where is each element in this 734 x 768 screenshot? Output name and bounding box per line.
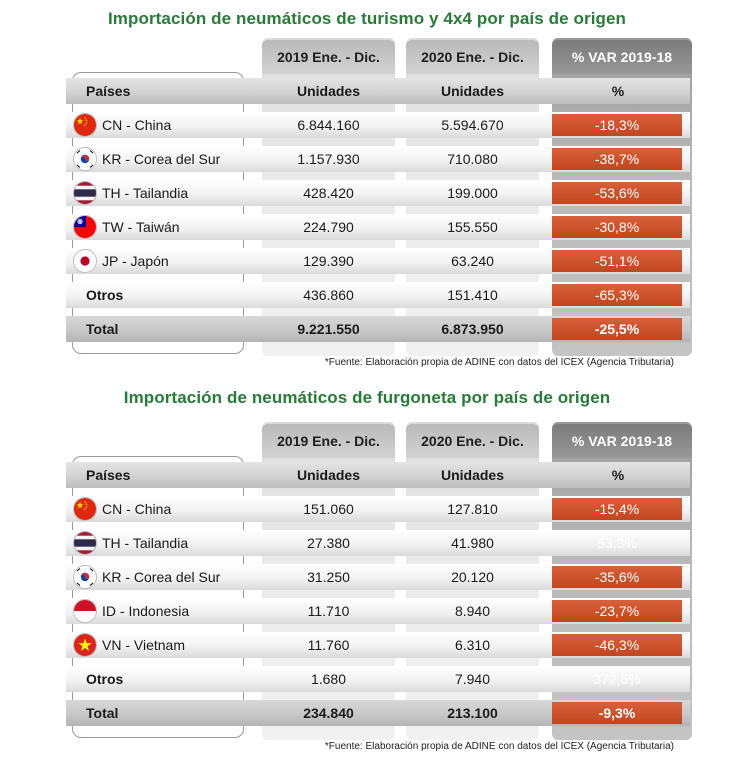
total-2020-value: 213.100 <box>447 705 498 721</box>
pct-cell <box>552 214 684 240</box>
header-var: % VAR 2019-18 <box>552 40 692 74</box>
total-pct-cell <box>552 700 684 726</box>
country-cell <box>74 214 246 240</box>
total-2019-value: 9.221.550 <box>297 321 360 337</box>
kr-flag-icon <box>74 148 96 170</box>
units-2020-value: 20.120 <box>451 569 494 585</box>
units-2020-value: 155.550 <box>447 219 498 235</box>
table-row <box>66 214 690 240</box>
units-2019-label: Unidades <box>296 467 360 483</box>
cn-flag-icon <box>74 498 96 520</box>
pct-value: -65,3% <box>552 284 682 306</box>
country-name: Otros <box>86 287 124 303</box>
units-2019-value: 1.680 <box>310 671 347 687</box>
country-name: KR - Corea del Sur <box>102 151 221 167</box>
pct-value: 53,3% <box>597 535 637 551</box>
total-2019-value: 234.840 <box>303 705 354 721</box>
total-label: Total <box>86 705 119 721</box>
pct-label: % <box>611 467 625 483</box>
header-var: % VAR 2019-18 <box>552 424 692 458</box>
pct-value: -30,8% <box>552 216 682 238</box>
units-2019-value: 11.760 <box>307 637 350 653</box>
table-row <box>66 112 690 138</box>
units-2019-value: 1.157.930 <box>297 151 360 167</box>
country-cell <box>74 112 246 138</box>
units-2019-value: 6.844.160 <box>297 117 360 133</box>
pct-cell <box>552 632 684 658</box>
units-2020-value: 127.810 <box>447 501 498 517</box>
countries-column-label: Países <box>86 83 131 99</box>
country-cell <box>74 564 246 590</box>
vn-flag-icon <box>74 634 96 656</box>
table-row <box>66 598 690 624</box>
country-name: TW - Taiwán <box>102 219 180 235</box>
countries-column-label: Países <box>86 467 131 483</box>
kr-flag-icon <box>74 566 96 588</box>
units-2020-value: 151.410 <box>447 287 498 303</box>
country-cell <box>74 282 246 308</box>
pct-label: % <box>611 83 625 99</box>
table-row <box>66 282 690 308</box>
units-2019-value: 436.860 <box>303 287 354 303</box>
units-2020-label: Unidades <box>440 83 504 99</box>
units-2019-value: 31.250 <box>307 569 350 585</box>
pct-cell <box>552 180 684 206</box>
tw-flag-icon <box>74 216 96 238</box>
header-2019: 2019 Ene. - Dic. <box>262 40 395 74</box>
pct-value: -23,7% <box>552 600 682 622</box>
units-2020-value: 7.940 <box>454 671 491 687</box>
units-2020-value: 710.080 <box>447 151 498 167</box>
units-2020-value: 199.000 <box>447 185 498 201</box>
country-cell <box>74 632 246 658</box>
th-flag-icon <box>74 532 96 554</box>
units-2020-value: 5.594.670 <box>441 117 504 133</box>
subheader-row <box>66 462 690 488</box>
units-2020-value: 6.310 <box>454 637 491 653</box>
pct-cell <box>552 564 684 590</box>
pct-cell <box>552 282 684 308</box>
country-name: JP - Japón <box>102 253 169 269</box>
units-2019-value: 151.060 <box>303 501 354 517</box>
table1-source-note: *Fuente: Elaboración propia de ADINE con datos del ICEX (Agencia Tributaria) <box>324 357 674 368</box>
total-2020-value: 6.873.950 <box>441 321 504 337</box>
table1-title: Importación de neumáticos de turismo y 4x4 por país de origen <box>107 9 627 28</box>
pct-cell <box>552 146 684 172</box>
country-name: CN - China <box>102 117 172 133</box>
country-name: KR - Corea del Sur <box>102 569 221 585</box>
pct-cell <box>552 496 684 522</box>
units-2019-value: 27.380 <box>307 535 350 551</box>
units-2020-label: Unidades <box>440 467 504 483</box>
country-cell <box>74 248 246 274</box>
country-cell <box>74 598 246 624</box>
table-row <box>66 530 690 556</box>
country-name: VN - Vietnam <box>102 637 185 653</box>
country-name: Otros <box>86 671 124 687</box>
header-2019: 2019 Ene. - Dic. <box>262 424 395 458</box>
country-name: TH - Tailandia <box>102 535 189 551</box>
total-pct-value: -9,3% <box>552 702 682 724</box>
total-row <box>66 700 690 726</box>
pct-cell <box>552 598 684 624</box>
pct-value: -46,3% <box>552 634 682 656</box>
id-flag-icon <box>74 600 96 622</box>
total-label: Total <box>86 321 119 337</box>
pct-value: -15,4% <box>552 498 682 520</box>
pct-cell <box>552 530 684 556</box>
subheader-row <box>66 78 690 104</box>
country-cell <box>74 666 246 692</box>
country-cell <box>74 180 246 206</box>
header-2020: 2020 Ene. - Dic. <box>406 40 539 74</box>
table2-source-note: *Fuente: Elaboración propia de ADINE con datos del ICEX (Agencia Tributaria) <box>324 741 674 752</box>
units-2020-value: 63.240 <box>451 253 494 269</box>
table-row <box>66 564 690 590</box>
country-name: CN - China <box>102 501 172 517</box>
table-row <box>66 146 690 172</box>
units-2019-value: 129.390 <box>303 253 354 269</box>
pct-value: 372,6% <box>593 671 641 687</box>
th-flag-icon <box>74 182 96 204</box>
jp-flag-icon <box>74 250 96 272</box>
units-2019-label: Unidades <box>296 83 360 99</box>
pct-value: -18,3% <box>552 114 682 136</box>
country-cell <box>74 496 246 522</box>
table2-title: Importación de neumáticos de furgoneta por país de origen <box>123 388 611 407</box>
pct-cell <box>552 248 684 274</box>
country-cell <box>74 530 246 556</box>
total-row <box>66 316 690 342</box>
units-2020-value: 41.980 <box>451 535 494 551</box>
table-row <box>66 248 690 274</box>
total-pct-cell <box>552 316 684 342</box>
total-pct-value: -25,5% <box>552 318 682 340</box>
pct-cell <box>552 666 684 692</box>
table-row <box>66 666 690 692</box>
units-2019-value: 224.790 <box>303 219 354 235</box>
table-row <box>66 632 690 658</box>
country-name: TH - Tailandia <box>102 185 189 201</box>
country-name: ID - Indonesia <box>102 603 190 619</box>
pct-cell <box>552 112 684 138</box>
table-row <box>66 496 690 522</box>
pct-value: -35,6% <box>552 566 682 588</box>
pct-value: -51,1% <box>552 250 682 272</box>
country-cell <box>74 146 246 172</box>
table-row <box>66 180 690 206</box>
cn-flag-icon <box>74 114 96 136</box>
units-2019-value: 11.710 <box>307 603 350 619</box>
units-2020-value: 8.940 <box>454 603 491 619</box>
units-2019-value: 428.420 <box>303 185 354 201</box>
header-2020: 2020 Ene. - Dic. <box>406 424 539 458</box>
pct-value: -53,6% <box>552 182 682 204</box>
pct-value: -38,7% <box>552 148 682 170</box>
